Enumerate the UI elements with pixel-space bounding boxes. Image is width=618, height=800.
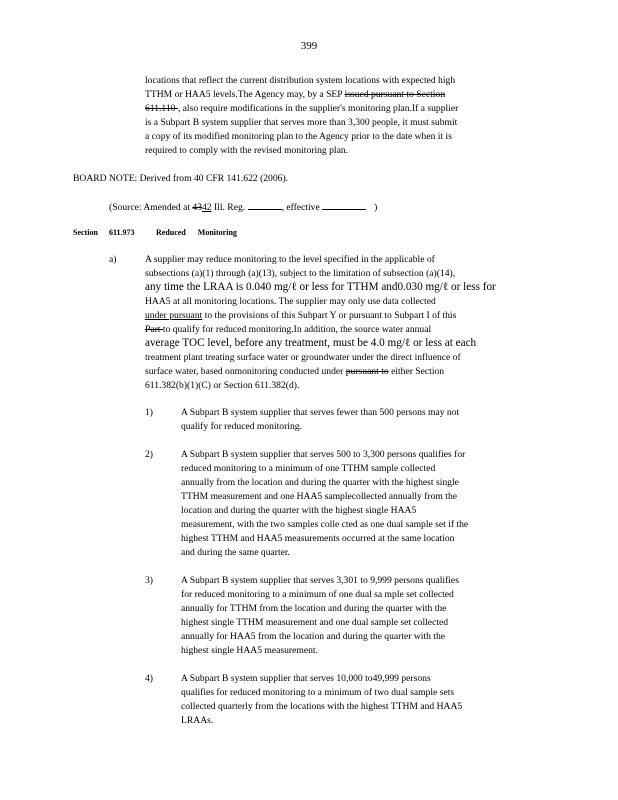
- item-line: highest TTHM and HAA5 measurements occurred at the same location: [181, 533, 455, 544]
- paragraph-line: is a Subpart B system supplier that serves more than 3,300 people, it must submit: [145, 117, 458, 128]
- item-line: and during the same quarter.: [181, 547, 290, 558]
- paragraph-line: [145, 309, 456, 323]
- text-run: either Section: [391, 366, 445, 377]
- struck-text: 43: [192, 202, 202, 213]
- text-run: , effective: [281, 202, 323, 213]
- paragraph-line: [145, 323, 431, 337]
- item-line: highest single HAA5 measurement.: [181, 645, 318, 656]
- source-note: [109, 200, 377, 215]
- paragraph-line: locations that reflect the current distribution system locations with expected high: [145, 75, 456, 86]
- item-line: location and during the quarter with the highest single HAA5: [181, 505, 417, 516]
- struck-text: issued pursuant to Section: [344, 89, 446, 100]
- item-line: annually from the location and during the quarter with the highest single: [181, 477, 459, 488]
- paragraph-line: any time the LRAA is 0.040 mg/ℓ or less for TTHM and0.030 mg/ℓ or less for: [145, 281, 496, 293]
- struck-text: pursuant to: [345, 366, 389, 377]
- item-line: A Subpart B system supplier that serves fewer than 500 persons may not: [181, 407, 460, 418]
- paragraph-line: A supplier may reduce monitoring to the level specified in the applicable of: [145, 254, 435, 265]
- item-line: annually for HAA5 from the location and during the quarter with the: [181, 631, 446, 642]
- paragraph-line: subsections (a)(1) through (a)(13), subject to the limitation of subsection (a)(14),: [145, 268, 456, 279]
- text-run: to qualify for reduced monitoring.In addition, the source water annual: [162, 324, 432, 335]
- item-marker: 1): [145, 407, 153, 418]
- item-marker: 4): [145, 673, 153, 684]
- text-run: surface water, based onmonitoring conducted under: [145, 366, 346, 377]
- underlined-text: 42: [201, 202, 212, 213]
- item-marker: 3): [145, 575, 153, 586]
- item-line: highest single TTHM measurement and one dual sample set collected: [181, 617, 449, 628]
- item-line: measurement, with the two samples colle cted as one dual sample set if the: [181, 519, 469, 530]
- struck-text: 611.110: [145, 103, 178, 114]
- text-run: , also require modifications in the supplier's monitoring plan.If a supplier: [177, 103, 459, 114]
- item-line: qualifies for reduced monitoring to a minimum of two dual sample sets: [181, 687, 455, 698]
- item-marker: 2): [145, 449, 153, 460]
- item-line: LRAAs.: [181, 715, 214, 726]
- item-line: A Subpart B system supplier that serves 10,000 to49,999 persons: [181, 673, 431, 684]
- underlined-text: under pursuant: [145, 310, 203, 321]
- struck-text: Part: [145, 324, 163, 335]
- section-title: [156, 228, 237, 237]
- item-line: A Subpart B system supplier that serves 3,301 to 9,999 persons qualifies: [181, 575, 459, 586]
- text-run: Monitoring: [197, 228, 237, 237]
- item-line: collected quarterly from the locations with the highest TTHM and HAA5: [181, 701, 463, 712]
- paragraph-line: average TOC level, before any treatment, must be 4.0 mg/ℓ or less at each: [145, 337, 477, 349]
- paragraph-line: 611.382(b)(1)(C) or Section 611.382(d).: [145, 380, 300, 391]
- blank-register-number: [248, 200, 282, 210]
- item-line: TTHM measurement and one HAA5 samplecollected annually from the: [181, 491, 457, 502]
- board-note: BOARD NOTE: Derived from 40 CFR 141.622 (2006).: [73, 173, 289, 184]
- text-run: Ill. Reg.: [211, 202, 248, 213]
- section-number: 611.973: [109, 228, 135, 237]
- paragraph-line: [145, 102, 458, 116]
- section-label: Section: [73, 228, 98, 237]
- paragraph-line: required to comply with the revised monitoring plan.: [145, 145, 349, 156]
- paragraph-line: [145, 88, 445, 102]
- item-line: annually for TTHM from the location and during the quarter with the: [181, 603, 447, 614]
- item-line: reduced monitoring to a minimum of one TTHM sample collected: [181, 463, 436, 474]
- paragraph-line: HAA5 at all monitoring locations. The supplier may only use data collected: [145, 296, 436, 307]
- paragraph-line: [145, 365, 444, 379]
- text-run: TTHM or HAA5 levels.The Agency may, by a SEP: [145, 89, 345, 100]
- item-line: A Subpart B system supplier that serves 500 to 3,300 persons qualifies for: [181, 449, 466, 460]
- text-run: (Source: Amended at: [109, 202, 193, 213]
- blank-effective-date: [322, 200, 366, 210]
- text-run: Reduced: [156, 228, 186, 237]
- paragraph-line: a copy of its modified monitoring plan to the Agency prior to the date when it is: [145, 131, 452, 142]
- item-line: qualify for reduced monitoring.: [181, 421, 302, 432]
- paragraph-line: treatment plant treating surface water or groundwater under the direct influence of: [145, 352, 461, 363]
- item-line: for reduced monitoring to a minimum of one dual sa mple set collected: [181, 589, 454, 600]
- subsection-marker: a): [109, 254, 117, 265]
- text-run: ): [374, 202, 378, 213]
- page-number: 399: [300, 40, 318, 52]
- text-run: to the provisions of this Subpart Y or pursuant to Subpart I of this: [202, 310, 457, 321]
